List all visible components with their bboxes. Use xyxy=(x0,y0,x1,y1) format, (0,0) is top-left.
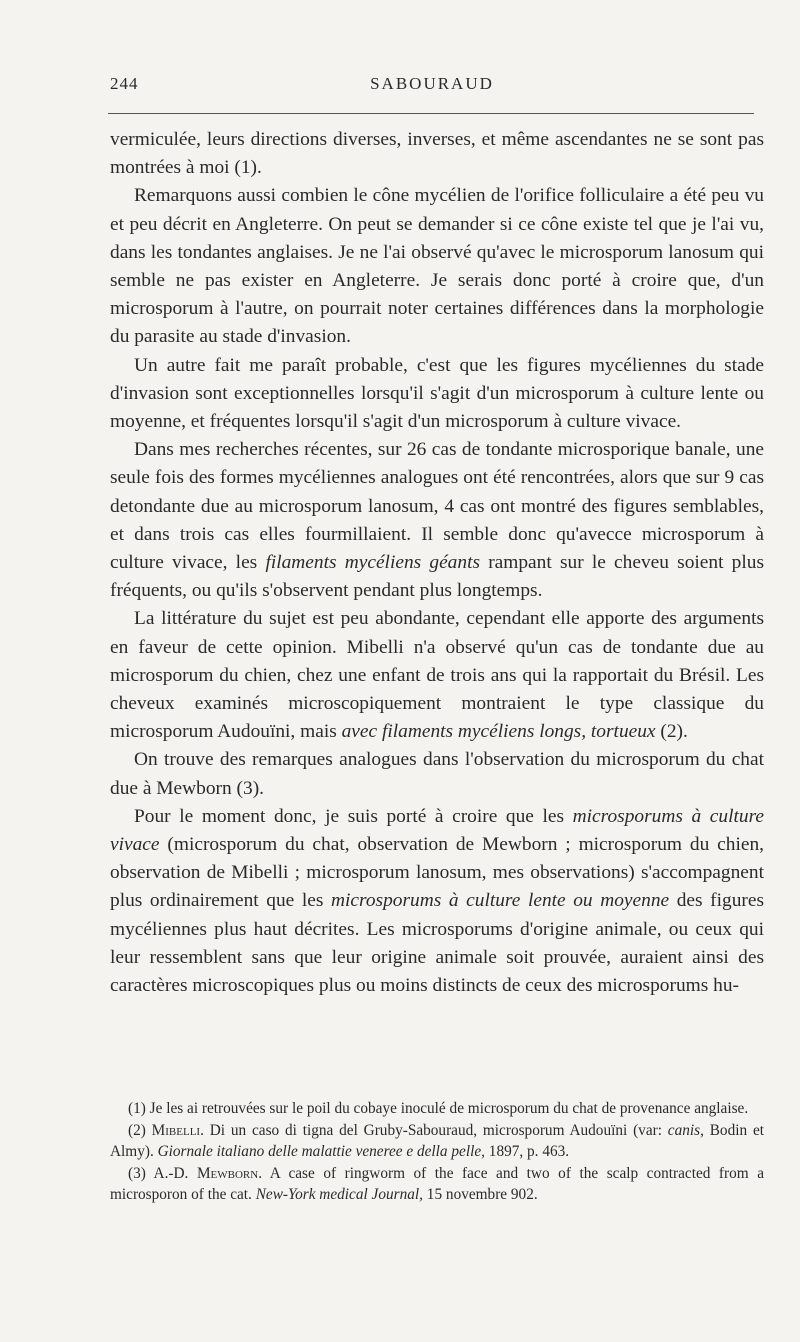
page-number: 244 xyxy=(110,74,139,93)
text-run: (2) xyxy=(128,1121,152,1139)
journal-title: New-York medical Journal, xyxy=(255,1186,423,1203)
footnote-3 xyxy=(110,1163,764,1206)
text-run: des figures mycéliennes plus haut décrites. Les microsporums d'origine animale, ou ceux qui leur ressemblent sans que leur origine animale soit prouvée, auraient ainsi des caractères microscopiques plus ou moins distincts de ceux des microsporums hu- xyxy=(110,890,765,997)
footnote-2 xyxy=(110,1120,764,1163)
italic-run: microsporums à culture lente ou moyenne xyxy=(331,890,670,912)
footnotes xyxy=(110,1098,764,1206)
paragraph: Remarquons aussi combien le cône mycélien de l'orifice folliculaire a été peu vu et peu décrit en Angleterre. On peut se demander si ce cône existe tel que je l'ai vu, dans les tondantes anglaises. Je ne l'ai observé qu'avec le microsporum lanosum qui semble ne pas exister en Angleterre. Je serais donc porté à croire que, d'un microsporum à l'autre, on pourrait noter certaines différences dans la morphologie du parasite au stade d'invasion. xyxy=(110,185,764,348)
paragraph: Un autre fait me paraît probable, c'est que les figures mycéliennes du stade d'invasion sont exceptionnelles lorsqu'il s'agit d'un microsporum à culture lente ou moyenne, et fréquentes lorsqu'il s'agit d'un microsporum à culture vivace. xyxy=(110,354,764,433)
paragraph: vermiculée, leurs directions diverses, inverses, et même ascendantes ne se sont pas montrées à moi (1). xyxy=(110,129,764,179)
page-header xyxy=(110,74,754,104)
italic-run: canis xyxy=(667,1121,701,1139)
text-run: 1897, p. 463. xyxy=(484,1143,570,1160)
italic-run: avec filaments mycéliens longs, tortueux xyxy=(341,721,656,743)
text-run: rampant sur le cheveu soient plus fréquents, ou qu'ils s'observent pendant plus longtemps. xyxy=(110,552,764,602)
text-run: (3) A.-D. xyxy=(128,1164,197,1182)
text-run: 15 novembre 902. xyxy=(422,1186,538,1203)
text-run: Pour le moment donc, je suis porté à croire que les xyxy=(134,805,573,827)
text-run: La littérature du sujet est peu abondante, cependant elle apporte des arguments en faveur de cette opinion. Mibelli n'a observé qu'un cas de tondante due au microsporum du chien, chez une enfant de trois ans qui la rapportait du Brésil. Les cheveux examinés microscopiquement montraient le type classique du microsporum Audouïni, mais xyxy=(110,608,764,743)
paragraph xyxy=(110,605,764,746)
main-text xyxy=(110,126,764,1000)
paragraph xyxy=(110,803,764,1000)
running-head: SABOURAUD xyxy=(370,74,494,93)
paragraph: On trouve des remarques analogues dans l'observation du microsporum du chat due à Mewborn (3). xyxy=(110,749,764,799)
footnote-1: (1) Je les ai retrouvées sur le poil du cobaye inoculé de microsporum du chat de provenance anglaise. xyxy=(128,1100,749,1117)
paragraph xyxy=(110,436,764,605)
author-name: Mibelli xyxy=(151,1121,201,1139)
journal-title: Giornale italiano delle malattie veneree e della pelle, xyxy=(157,1143,485,1160)
text-run: . Di un caso di tigna del Gruby-Sabouraud, microsporum Audouïni (var: xyxy=(200,1121,668,1139)
text-run: (microsporum du chat, observation de Mewborn ; microsporum du chien, observation de Mibelli ; microsporum lanosum, mes observations) s'accompagnent plus ordinairement que les xyxy=(110,834,764,912)
text-run: Dans mes recherches récentes, sur 26 cas de tondante microsporique banale, une seule fois des formes mycéliennes analogues ont été rencontrées, alors que sur 9 cas detondante due au microsporum lanosum, 4 cas ont montré des figures semblables, et dans trois cas elles fourmillaient. Il semble donc qu'avecce microsporum à culture vivace, les xyxy=(110,439,764,574)
text-run: . A case of ringworm of the face and two of the scalp contracted from a microsporon of the cat. xyxy=(110,1164,764,1203)
italic-run: microsporums à culture vivace xyxy=(110,805,764,856)
text-run: (2). xyxy=(655,721,688,743)
italic-run: filaments mycéliens géants xyxy=(265,552,481,574)
author-name: Mewborn xyxy=(196,1164,259,1182)
header-rule xyxy=(108,113,754,114)
text-run: , Bodin et Almy). xyxy=(110,1121,764,1160)
